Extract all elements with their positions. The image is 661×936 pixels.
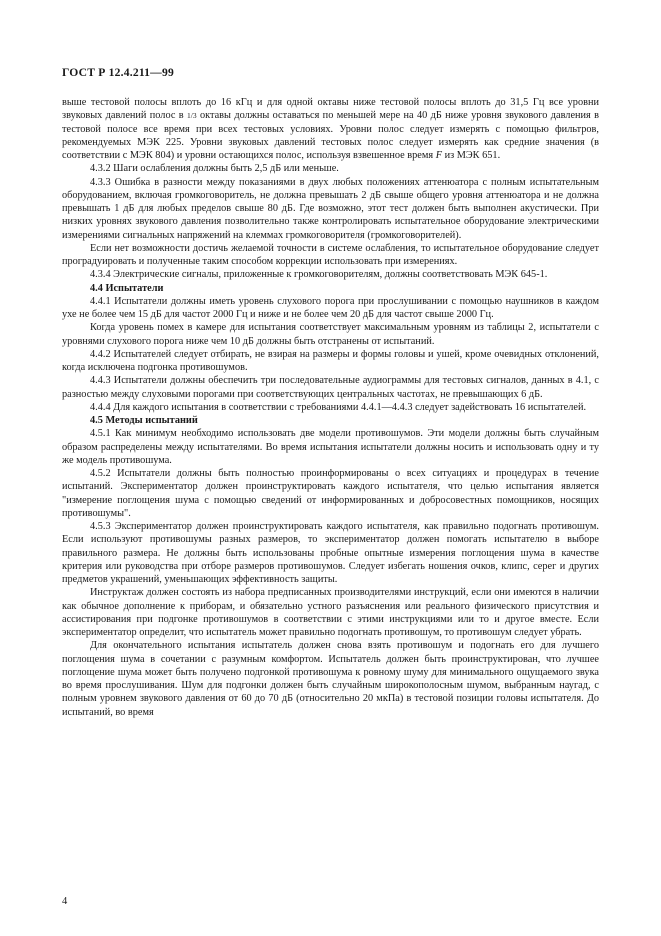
paragraph-4-4-3: 4.4.3 Испытатели должны обеспечить три последовательные аудиограммы для тестовых сигналов, данных в 4.1, с разностью между слуховыми порогами при соответствующих центральных частотах, не превышающих 6 дБ. xyxy=(62,375,599,400)
paragraph-4-3-3-b: Если нет возможности достичь желаемой точности в системе ослабления, то испытательное оборудование следует проградуировать и полученные таким способом коррекции использовать при измерениях. xyxy=(62,242,599,267)
paragraph-4-4-1-b: Когда уровень помех в камере для испытания соответствует максимальным уровням из таблицы 2, испытатели с уровнями слухового порога ниже чем 10 дБ должны быть отстранены от испытаний. xyxy=(62,322,599,347)
paragraph-4-4-2: 4.4.2 Испытателей следует отбирать, не взирая на размеры и формы головы и ушей, кроме очевидных отклонений, когда исключена подгонка противошумов. xyxy=(62,348,599,373)
paragraph-continuation xyxy=(62,96,599,162)
page-number: 4 xyxy=(62,896,68,907)
text-fragment: выше тестовой полосы вплоть до 16 кГц и для одной октавы ниже тестовой полосы вплоть до 31,5 Гц все уровни звуковых давлений полос в xyxy=(62,97,599,122)
page-title: ГОСТ Р 12.4.211—99 xyxy=(62,66,174,79)
section-heading-4-5: 4.5 Методы испытаний xyxy=(90,415,198,426)
text-fragment: из МЭК 651. xyxy=(442,150,501,161)
fraction-one-third: 1/3 xyxy=(187,111,197,121)
section-heading-4-4: 4.4 Испытатели xyxy=(90,282,164,294)
paragraph-4-5-1: 4.5.1 Как минимум необходимо использовать две модели противошумов. Эти модели должны быть случайным образом распределены между испытателями. Во время испытания испытатели должны носить и использовать одну и ту же модель противошума. xyxy=(62,428,599,466)
paragraph-4-3-3: 4.3.3 Ошибка в разности между показаниями в двух любых положениях аттенюатора с полным испытательным оборудованием, включая громкоговоритель, не должна превышать 2 дБ свыше общего уровня аттенюатора и не должна превышать 1 дБ для любых пределов свыше 80 дБ. Где возможно, этот тест должен быть выполнен акустически. При низких уровнях звукового давления позволительно также контролировать испытательное оборудование электрическими измерениями сигнальных напряжений на клеммах громкоговорителя (громкоговорителей). xyxy=(62,176,599,241)
paragraph-4-5-2: 4.5.2 Испытатели должны быть полностью проинформированы о всех ситуациях и процедурах в течение испытаний. Экспериментатор должен проинструктировать каждого испытателя, что целью испытания является "измерение поглощения шума с помощью сведений от информированных и добросовестных помощников, носящих противошумы". xyxy=(62,468,599,519)
paragraph-4-3-4: 4.3.4 Электрические сигналы, приложенные к громкоговорителям, должны соответствовать МЭК 645-1. xyxy=(90,269,548,281)
paragraph-4-5-3: 4.5.3 Экспериментатор должен проинструктировать каждого испытателя, как правильно подогнать противошум. Если используют противошумы разных размеров, то экспериментатор должен помогать испытателю в выборе правильного размера. Не должны быть использованы пробные опытные измерения поглощения шума в качестве критерия или руководства при отборе размеров противошумов. Следует избегать ношения очков, клипс, серег и других предметов украшений, уменьшающих эффективность защиты. xyxy=(62,521,599,585)
document-body xyxy=(62,96,599,719)
paragraph-4-5-3-b: Инструктаж должен состоять из набора предписанных производителями инструкций, если они имеются в наличии как обычное дополнение к приборам, и обязательно устного разъяснения или реального физического присутствия и ассистирования при подгонке противошумов в соответствии с этими инструкциями или то и другое вместе. Если экспериментатор определит, что испытатель может правильно подогнать противошум, то противошум следует убрать. xyxy=(62,587,599,638)
paragraph-4-4-4: 4.4.4 Для каждого испытания в соответствии с требованиями 4.4.1—4.4.3 следует задействовать 16 испытателей. xyxy=(90,401,587,413)
time-weighting-symbol: F xyxy=(435,150,442,161)
paragraph-4-4-1: 4.4.1 Испытатели должны иметь уровень слухового порога при прослушивании с помощью наушников в каждом ухе не более чем 15 дБ для частот 2000 Гц и ниже и не более чем 20 дБ для частот свыше 2000 Гц. xyxy=(62,295,599,320)
paragraph-4-3-2: 4.3.2 Шаги ослабления должны быть 2,5 дБ или меньше. xyxy=(90,163,339,175)
text-fragment: октавы должны оставаться по меньшей мере на 40 дБ ниже уровня звукового давления в тестовой полосе все время при всех тестовых условиях. Уровни полос следует измерять с помощью фильтров, рекомендуемых МЭК 225. Уровни звуковых давлений тестовых полос следует измерять как средние значения (в соответствии с МЭК 804) и уровни остающихся полос, используя взвешенное время xyxy=(62,110,600,161)
paragraph-4-5-3-c: Для окончательного испытания испытатель должен снова взять противошум и подогнать его для лучшего поглощения шума в сочетании с разумным комфортом. Испытатель должен быть проинструктирован, что лучшее поглощение шума может быть получено подгонкой противошума к ровному шуму для минимального ощущаемого звука во время прослушивания. Шум для подгонки должен быть случайным широкополосным шумом, выбранным наугад, с полным уровнем звукового давления от 60 до 70 дБ (относительно 20 мкПа) в тестовой позиции головы испытателя. До испытаний, во время xyxy=(62,640,599,718)
